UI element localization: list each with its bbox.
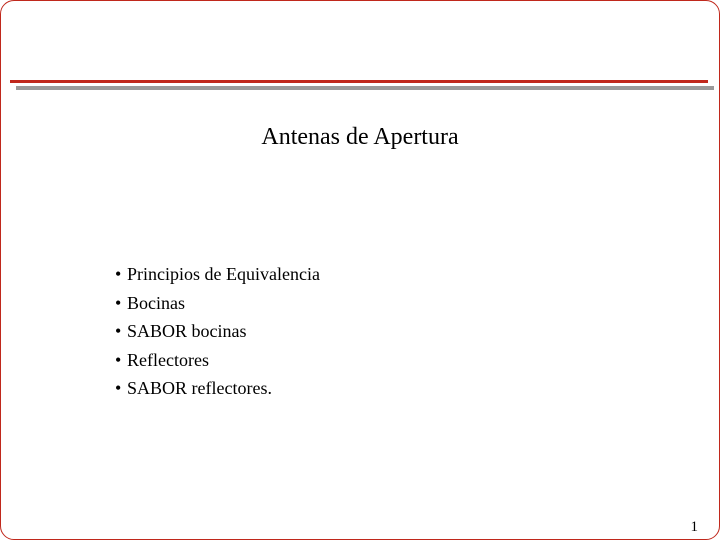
bullet-text: Principios de Equivalencia xyxy=(127,264,320,284)
header-rule-shadow xyxy=(16,86,714,90)
bullet-icon: • xyxy=(115,349,122,370)
bullet-text: SABOR bocinas xyxy=(127,321,247,341)
bullet-text: Reflectores xyxy=(127,349,209,370)
bullet-icon: • xyxy=(115,378,122,398)
bullet-icon: • xyxy=(115,264,122,284)
page-number: 1 xyxy=(690,519,698,535)
slide-title: Antenas de Apertura xyxy=(261,124,459,150)
bullet-text: Bocinas xyxy=(127,292,185,313)
bullet-item xyxy=(115,289,320,318)
bullet-text: SABOR reflectores. xyxy=(127,378,272,398)
bullet-icon: • xyxy=(115,321,122,341)
bullet-item xyxy=(115,346,320,375)
bullet-icon: • xyxy=(115,292,122,313)
header-rule xyxy=(10,80,708,83)
bullet-item xyxy=(115,317,320,346)
bullet-list xyxy=(115,260,320,403)
bullet-item xyxy=(115,374,320,403)
bullet-item xyxy=(115,260,320,289)
